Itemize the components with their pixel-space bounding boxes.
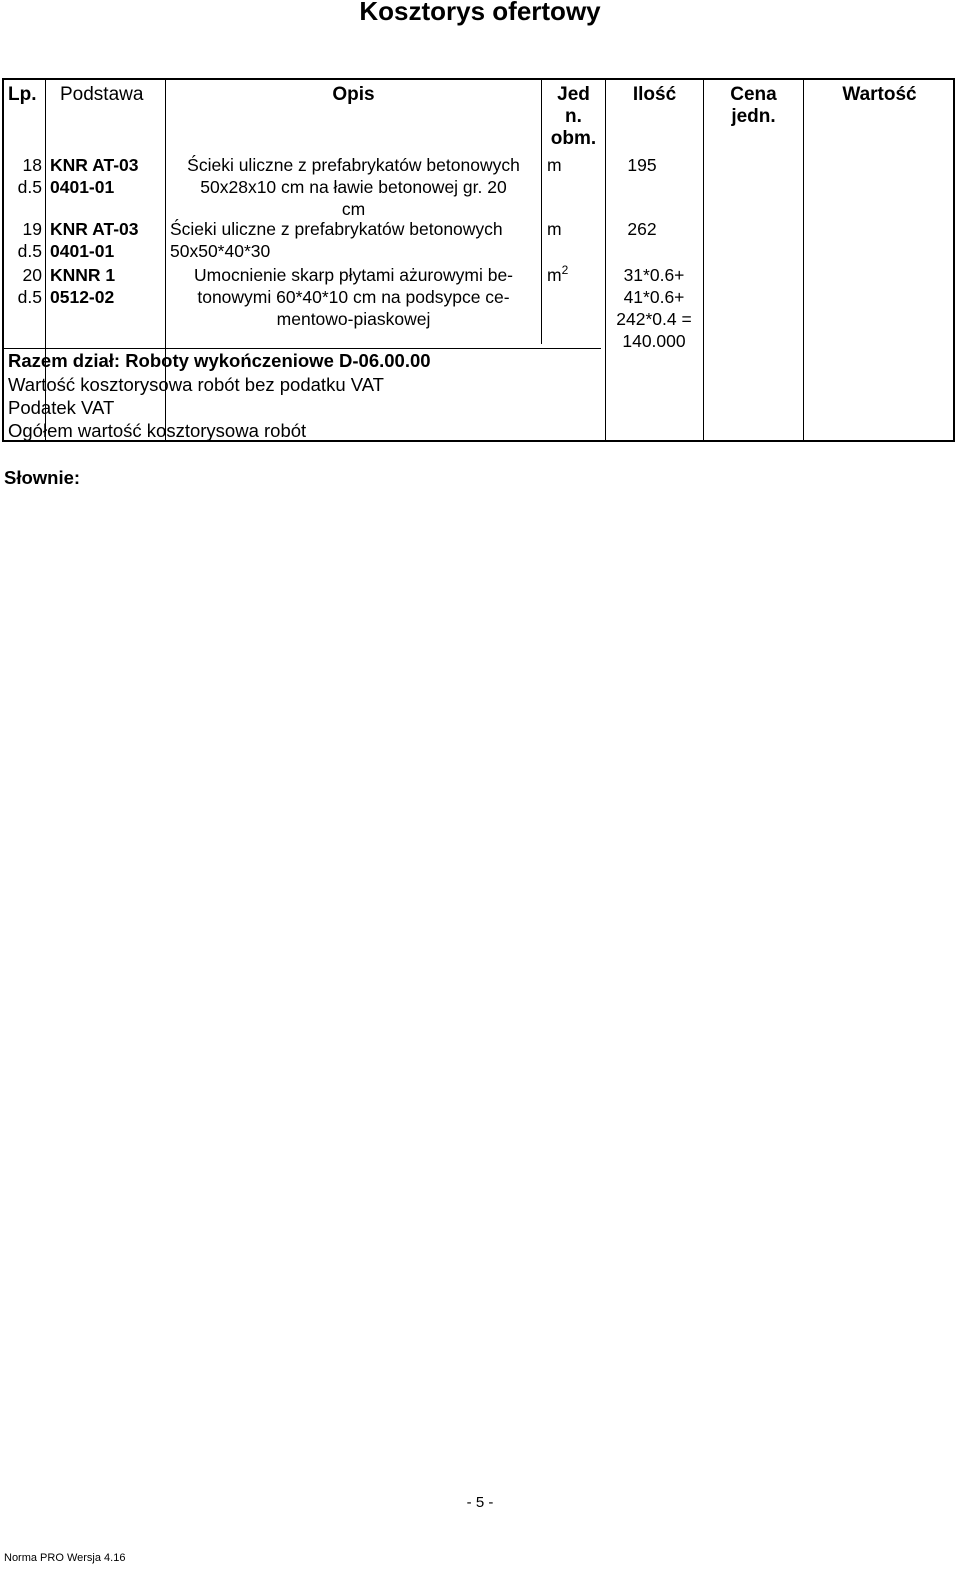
- row-podstawa-code: 0512-02: [50, 287, 115, 307]
- row-jed-exponent: 2: [561, 263, 569, 278]
- row-lp-section: d.5: [17, 177, 42, 197]
- row-podstawa-code: 0401-01: [50, 241, 115, 261]
- header-cena: [704, 84, 803, 128]
- row-opis-line: Umocnienie skarp płytami ażurowymi be-: [194, 265, 513, 285]
- row-opis-line: cm: [341, 199, 366, 219]
- row-lp-section: d.5: [17, 241, 42, 261]
- row-ilosc-line: 262: [627, 219, 657, 239]
- row-opis: [166, 264, 541, 330]
- row-opis-line: tonowymi 60*40*10 cm na podsypce ce-: [197, 287, 510, 307]
- total-net-label: Wartość kosztorysowa robót bez podatku VAT: [8, 374, 384, 395]
- row-podstawa-catalog: KNR AT-03: [50, 219, 139, 239]
- section-total-divider: [4, 348, 601, 349]
- row-podstawa: [50, 264, 115, 308]
- row-opis-line: 50x28x10 cm na ławie betonowej gr. 20: [200, 177, 507, 197]
- row-ilosc-line: 140.000: [622, 331, 686, 351]
- row-jed-unit: m: [547, 265, 562, 285]
- row-lp: [4, 218, 42, 262]
- header-ilosc: Ilość: [632, 84, 677, 105]
- row-opis-line: Ścieki uliczne z prefabrykatów betonowych: [187, 155, 520, 175]
- vat-label: Podatek VAT: [8, 397, 115, 418]
- section-total: Razem dział: Roboty wykończeniowe D-06.00.00: [8, 350, 431, 371]
- row-ilosc: [606, 218, 678, 240]
- row-podstawa-catalog: KNR AT-03: [50, 155, 139, 175]
- row-opis: [166, 154, 541, 220]
- row-podstawa: [50, 154, 138, 198]
- header-jed-line3: obm.: [550, 128, 597, 149]
- row-opis-line: Ścieki uliczne z prefabrykatów betonowych: [170, 219, 503, 239]
- row-podstawa: [50, 218, 138, 262]
- cost-estimate-table: [2, 78, 955, 442]
- row-ilosc-line: 31*0.6+: [623, 265, 685, 285]
- col-divider-ilosc: [703, 80, 704, 440]
- col-divider-jed: [605, 80, 606, 440]
- row-jed: [547, 218, 562, 240]
- header-cena-line1: Cena: [730, 84, 777, 105]
- amount-in-words-label: Słownie:: [4, 467, 81, 488]
- header-podstawa: Podstawa: [60, 84, 144, 105]
- row-jed: [547, 264, 568, 286]
- row-lp: [4, 154, 42, 198]
- col-divider-cena: [803, 80, 804, 440]
- row-podstawa-catalog: KNNR 1: [50, 265, 116, 285]
- row-ilosc-line: 195: [627, 155, 657, 175]
- row-lp: [4, 264, 42, 308]
- row-podstawa-code: 0401-01: [50, 177, 115, 197]
- header-jed-line2: n.: [565, 106, 582, 127]
- header-lp: Lp.: [8, 84, 37, 105]
- row-lp-number: 18: [22, 155, 42, 175]
- row-ilosc: [606, 154, 678, 176]
- row-lp-number: 20: [22, 265, 42, 285]
- software-footer: Norma PRO Wersja 4.16: [4, 1552, 126, 1564]
- row-ilosc-line: 41*0.6+: [623, 287, 685, 307]
- row-jed-unit: m: [547, 219, 562, 239]
- row-opis-line: 50x50*40*30: [170, 241, 271, 261]
- row-opis-line: mentowo-piaskowej: [276, 309, 431, 329]
- header-wartosc: Wartość: [842, 84, 917, 105]
- header-cena-line2: jedn.: [731, 106, 776, 127]
- row-lp-number: 19: [22, 219, 42, 239]
- page-title: Kosztorys ofertowy: [359, 0, 601, 26]
- row-opis: [170, 218, 540, 262]
- row-jed: [547, 154, 562, 176]
- header-jed: [542, 84, 605, 150]
- page-number: - 5 -: [466, 1494, 494, 1511]
- header-opis: Opis: [332, 84, 375, 105]
- row-ilosc: [598, 264, 710, 352]
- total-gross-label: Ogółem wartość kosztorysowa robót: [8, 420, 307, 441]
- row-lp-section: d.5: [17, 287, 42, 307]
- row-ilosc-line: 242*0.4 =: [616, 309, 692, 329]
- header-jed-line1: Jed: [557, 84, 590, 105]
- row-jed-unit: m: [547, 155, 562, 175]
